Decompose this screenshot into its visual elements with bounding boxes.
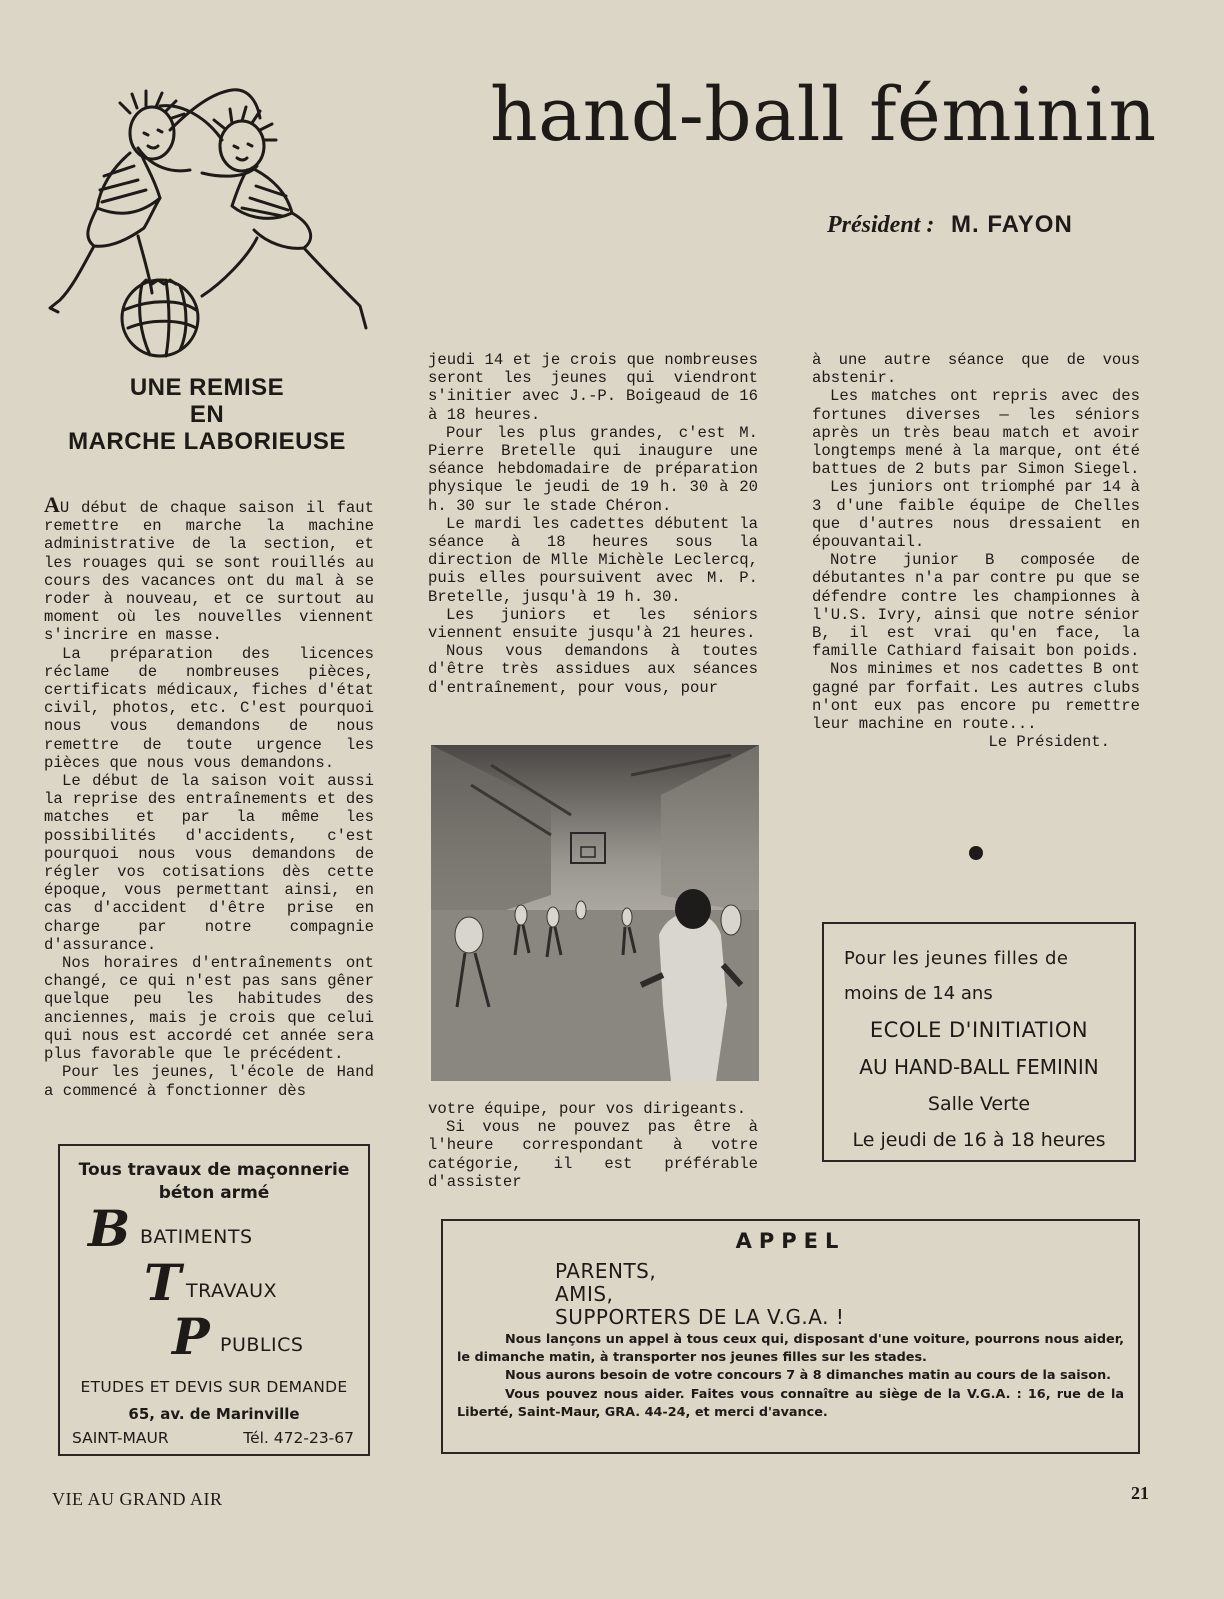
appel-body <box>457 1331 1124 1422</box>
article-paragraph: Les matches ont repris avec des fortunes diverses — les séniors après un très beau match et avoir longtemps mené à la marque, ont été battues de 2 buts par Simon Siegel. <box>812 387 1140 479</box>
article-column-2-bottom <box>428 1100 758 1191</box>
btp-letter-p: P <box>172 1307 210 1366</box>
president-line <box>827 211 1073 239</box>
ecole-line-4: AU HAND-BALL FEMININ <box>859 1055 1099 1079</box>
appel-line: AMIS, <box>555 1282 614 1306</box>
footer-magazine: VIE AU GRAND AIR <box>52 1489 223 1509</box>
appel-title: APPEL <box>735 1229 846 1253</box>
ecole-box <box>822 922 1136 1162</box>
btp-word-travaux: TRAVAUX <box>186 1280 278 1302</box>
article-paragraph: jeudi 14 et je crois que nombreuses seront les jeunes qui viendront s'initier avec J.-P. Boigeaud de 16 à 18 heures. <box>428 351 758 424</box>
article-signature: Le Président. <box>988 733 1110 752</box>
ecole-line-2: moins de 14 ans <box>844 983 993 1004</box>
article-paragraph: Le mardi les cadettes débutent la séance à 18 heures sous la direction de Mlle Michèle Leclercq, puis elles poursuivent avec M. P. Bretelle, jusqu'à 19 h. 30. <box>428 514 758 606</box>
article-column-3 <box>812 351 1140 751</box>
article-paragraph: votre équipe, pour vos dirigeants. <box>428 1100 747 1118</box>
article-paragraph: La préparation des licences réclame de nombreuses pièces, certificats médicaux, fiches d'état civil, photos, etc. C'est pourquoi nous vous demandons de nous remettre de toute urgence les pièces que nous vous demandons. <box>44 644 374 772</box>
appel-line: PARENTS, <box>555 1259 657 1283</box>
bullet-dot <box>969 846 983 860</box>
btp-letter-t: T <box>144 1253 182 1312</box>
players-illustration <box>42 78 372 360</box>
drop-cap: A <box>44 492 60 517</box>
headline-line-3: MARCHE LABORIEUSE <box>68 428 346 455</box>
article-paragraph: AU début de chaque saison il faut remettre en marche la machine administrative de la section, et les rouages qui se sont rouillés au cours des vacances ont du mal à se roder à nouveau, et ce surtout au moment où les nouvelles viennent s'incrire en masse. <box>44 492 374 645</box>
article-paragraph: Nos horaires d'entraînements ont changé, ce qui n'est pas sans gêner quelque peu les habitudes des anciennes, mais je crois que celui qui nous est accordé cet année sera plus favorable que le précédent. <box>44 954 374 1064</box>
ecole-line-1: Pour les jeunes filles de <box>844 948 1069 969</box>
headline-line-1: UNE REMISE <box>129 374 285 401</box>
btp-advertisement <box>58 1144 370 1456</box>
article-column-2-top <box>428 351 758 697</box>
appel-addressees <box>555 1260 844 1329</box>
article-paragraph: Pour les jeunes, l'école de Hand a commencé à fonctionner dès <box>44 1063 374 1100</box>
btp-city: SAINT-MAUR <box>72 1429 169 1447</box>
article-paragraph: Le début de la saison voit aussi la reprise des entraînements et des matches et par la même les possibilités d'accidents, c'est pourquoi nous vous demandons de régler vos cotisations dès cette époque, vous permettant ainsi, en cas d'accident d'être prise en charge par notre compagnie d'assurance. <box>44 772 374 954</box>
btp-word-batiments: BATIMENTS <box>140 1226 253 1248</box>
ecole-line-3: ECOLE D'INITIATION <box>869 1018 1089 1042</box>
page-title: hand-ball féminin <box>490 72 1157 158</box>
appel-box <box>441 1219 1140 1454</box>
article-paragraph: Pour les plus grandes, c'est M. Pierre Bretelle qui inaugure une séance hebdomadaire de préparation physique le jeudi de 19 h. 30 à 20 h. 30 sur le stade Chéron. <box>428 423 758 515</box>
page-number: 21 <box>1131 1483 1149 1503</box>
appel-paragraph: Nous aurons besoin de votre concours 7 à 8 dimanches matin au cours de la saison. <box>505 1368 1112 1384</box>
ecole-line-6: Le jeudi de 16 à 18 heures <box>852 1129 1106 1151</box>
btp-letter-b: B <box>88 1199 131 1258</box>
appel-paragraph: Nous lançons un appel à tous ceux qui, disposant d'une voiture, pourrons nous aider, le dimanche matin, à transporter nos jeunes filles sur les stades. <box>457 1332 1124 1366</box>
article-paragraph: Les juniors ont triomphé par 14 à 3 d'une faible équipe de Chelles que d'autres nous dressaient en épouvantail. <box>812 478 1140 552</box>
headline-line-2: EN <box>189 401 225 428</box>
btp-phone: Tél. 472-23-67 <box>243 1429 354 1447</box>
gym-photo <box>431 745 759 1081</box>
article-column-1 <box>44 492 374 1100</box>
btp-address: 65, av. de Marinville <box>128 1405 300 1423</box>
btp-devis: ETUDES ET DEVIS SUR DEMANDE <box>80 1378 348 1396</box>
article-paragraph: Si vous ne pouvez pas être à l'heure correspondant à votre catégorie, il est préférable d'assister <box>428 1118 758 1191</box>
article-headline <box>42 374 372 455</box>
btp-line-2: béton armé <box>158 1183 270 1203</box>
president-name: M. FAYON <box>951 211 1073 238</box>
article-paragraph: à une autre séance que de vous abstenir. <box>812 351 1140 388</box>
ecole-line-5: Salle Verte <box>927 1093 1031 1115</box>
article-paragraph: Nos minimes et nos cadettes B ont gagné par forfait. Les autres clubs n'ont eux pas encore pu remettre leur machine en route... <box>812 660 1140 734</box>
appel-line: SUPPORTERS DE LA V.G.A. ! <box>555 1305 845 1329</box>
article-paragraph: Nous vous demandons à toutes d'être très assidues aux séances d'entraînement, pour vous, pour <box>428 642 758 697</box>
article-paragraph: Les juniors et les séniors viennent ensuite jusqu'à 21 heures. <box>428 605 758 643</box>
article-paragraph: Notre junior B composée de débutantes n'a par contre pu que se défendre contre les championnes à l'U.S. Ivry, ainsi que notre sénior B, il est vrai qu'en face, la famille Cathiard faisait bon poids. <box>812 551 1140 661</box>
btp-line-1: Tous travaux de maçonnerie <box>78 1160 350 1180</box>
btp-word-publics: PUBLICS <box>220 1334 304 1356</box>
appel-paragraph: Vous pouvez nous aider. Faites vous connaître au siège de la V.G.A. : 16, rue de la Liberté, Saint-Maur, GRA. 44-24, et merci d'avance. <box>457 1386 1124 1420</box>
president-label: Président : <box>827 212 935 238</box>
